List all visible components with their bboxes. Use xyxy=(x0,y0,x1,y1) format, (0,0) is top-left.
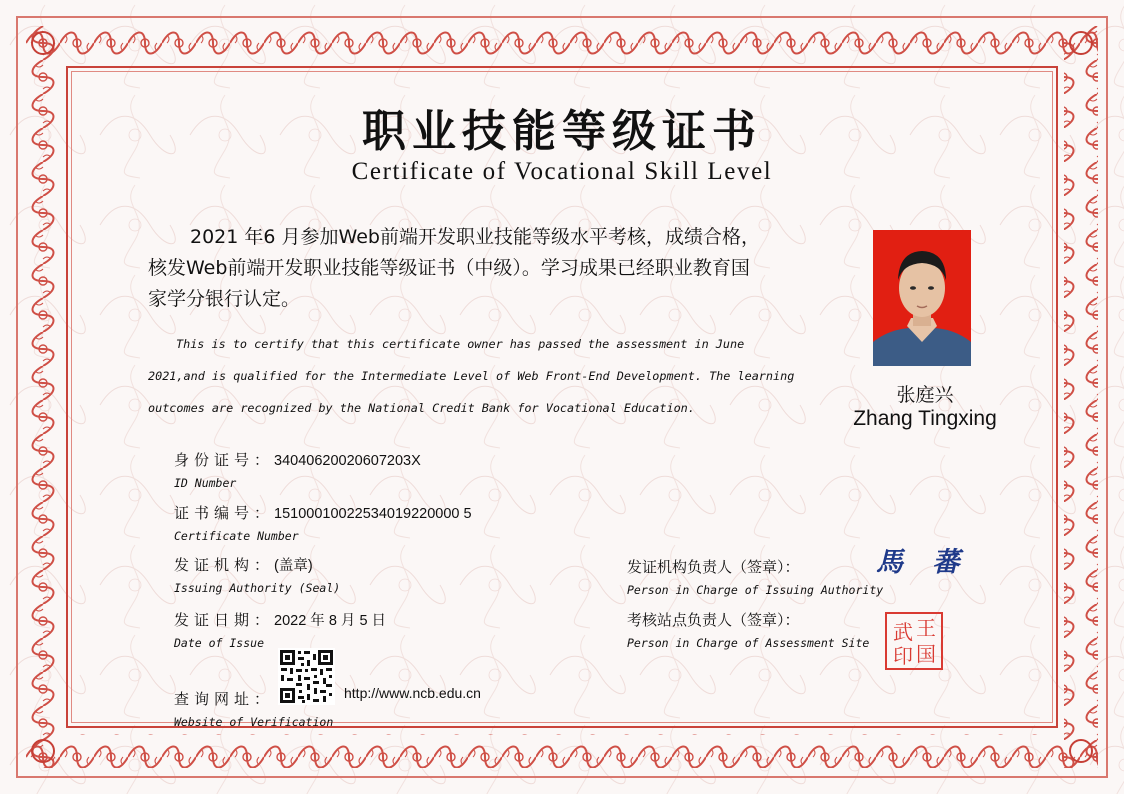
portrait-image xyxy=(873,230,971,366)
cn-line-2: 核发Web前端开发职业技能等级证书（中级）。学习成果已经职业教育国 xyxy=(148,257,750,279)
cn-line-3: 家学分银行认定。 xyxy=(148,288,301,310)
issuing-authority-value: (盖章) xyxy=(274,558,313,574)
site-person-label: 考核站点负责人（签章）： xyxy=(627,611,800,629)
website-sub: Website of Verification xyxy=(174,715,334,729)
seal-char-3: 国 xyxy=(916,642,936,666)
issuing-authority-field xyxy=(174,554,340,595)
authority-person-label: 发证机构负责人（签章）： xyxy=(627,558,800,576)
title-english: Certificate of Vocational Skill Level xyxy=(351,158,773,185)
title-chinese: 职业技能等级证书 xyxy=(362,106,762,157)
issue-date-sub: Date of Issue xyxy=(174,636,265,650)
holder-name-chinese: 张庭兴 xyxy=(896,384,954,406)
id-number-value: 34040620020607203X xyxy=(274,453,421,469)
cn-line-1: 2021 年6 月参加Web前端开发职业技能等级水平考核，成绩合格， xyxy=(190,226,760,248)
certificate-number-sub: Certificate Number xyxy=(174,529,299,543)
verification-qr-code[interactable] xyxy=(278,648,335,705)
id-number-field xyxy=(174,449,421,490)
issue-date-value: 2022 年 8 月 5 日 xyxy=(274,613,387,629)
holder-photo xyxy=(873,230,971,366)
id-number-sub: ID Number xyxy=(174,476,237,490)
verification-url-link[interactable]: http://www.ncb.edu.cn xyxy=(344,685,481,701)
authority-person-sub: Person in Charge of Issuing Authority xyxy=(627,583,884,597)
issue-date-field xyxy=(174,609,386,650)
issuing-authority-label: 发证机构： xyxy=(174,556,275,574)
certificate-text-chinese xyxy=(148,222,828,315)
holder-name-english: Zhang Tingxing xyxy=(853,407,997,430)
en-line-1: This is to certify that this certificate owner has passed the assessment in June xyxy=(176,337,745,351)
issue-date-label: 发证日期： xyxy=(174,611,275,629)
handwritten-signature: 馬 蕃 xyxy=(876,547,970,578)
en-line-3: outcomes are recognized by the National Credit Bank for Vocational Education. xyxy=(148,401,695,415)
issuing-authority-sub: Issuing Authority (Seal) xyxy=(174,581,341,595)
certificate-text-english xyxy=(148,328,838,424)
certificate-number-field xyxy=(174,502,472,543)
certificate-number-value: 15100010022534019220000 5 xyxy=(274,506,472,522)
site-person-sub: Person in Charge of Assessment Site xyxy=(627,636,870,650)
website-label: 查询网址： xyxy=(174,690,275,708)
seal-char-1: 王 xyxy=(916,616,936,640)
en-line-2: 2021,and is qualified for the Intermediate Level of Web Front-End Development. The learning xyxy=(148,369,795,383)
seal-char-2: 武 xyxy=(893,620,913,644)
authority-person-field xyxy=(627,556,883,597)
id-number-label: 身份证号： xyxy=(174,451,275,469)
certificate-number-label: 证书编号： xyxy=(174,504,275,522)
seal-char-4: 印 xyxy=(893,644,913,668)
site-person-field xyxy=(627,609,869,650)
red-seal-stamp xyxy=(885,612,943,670)
